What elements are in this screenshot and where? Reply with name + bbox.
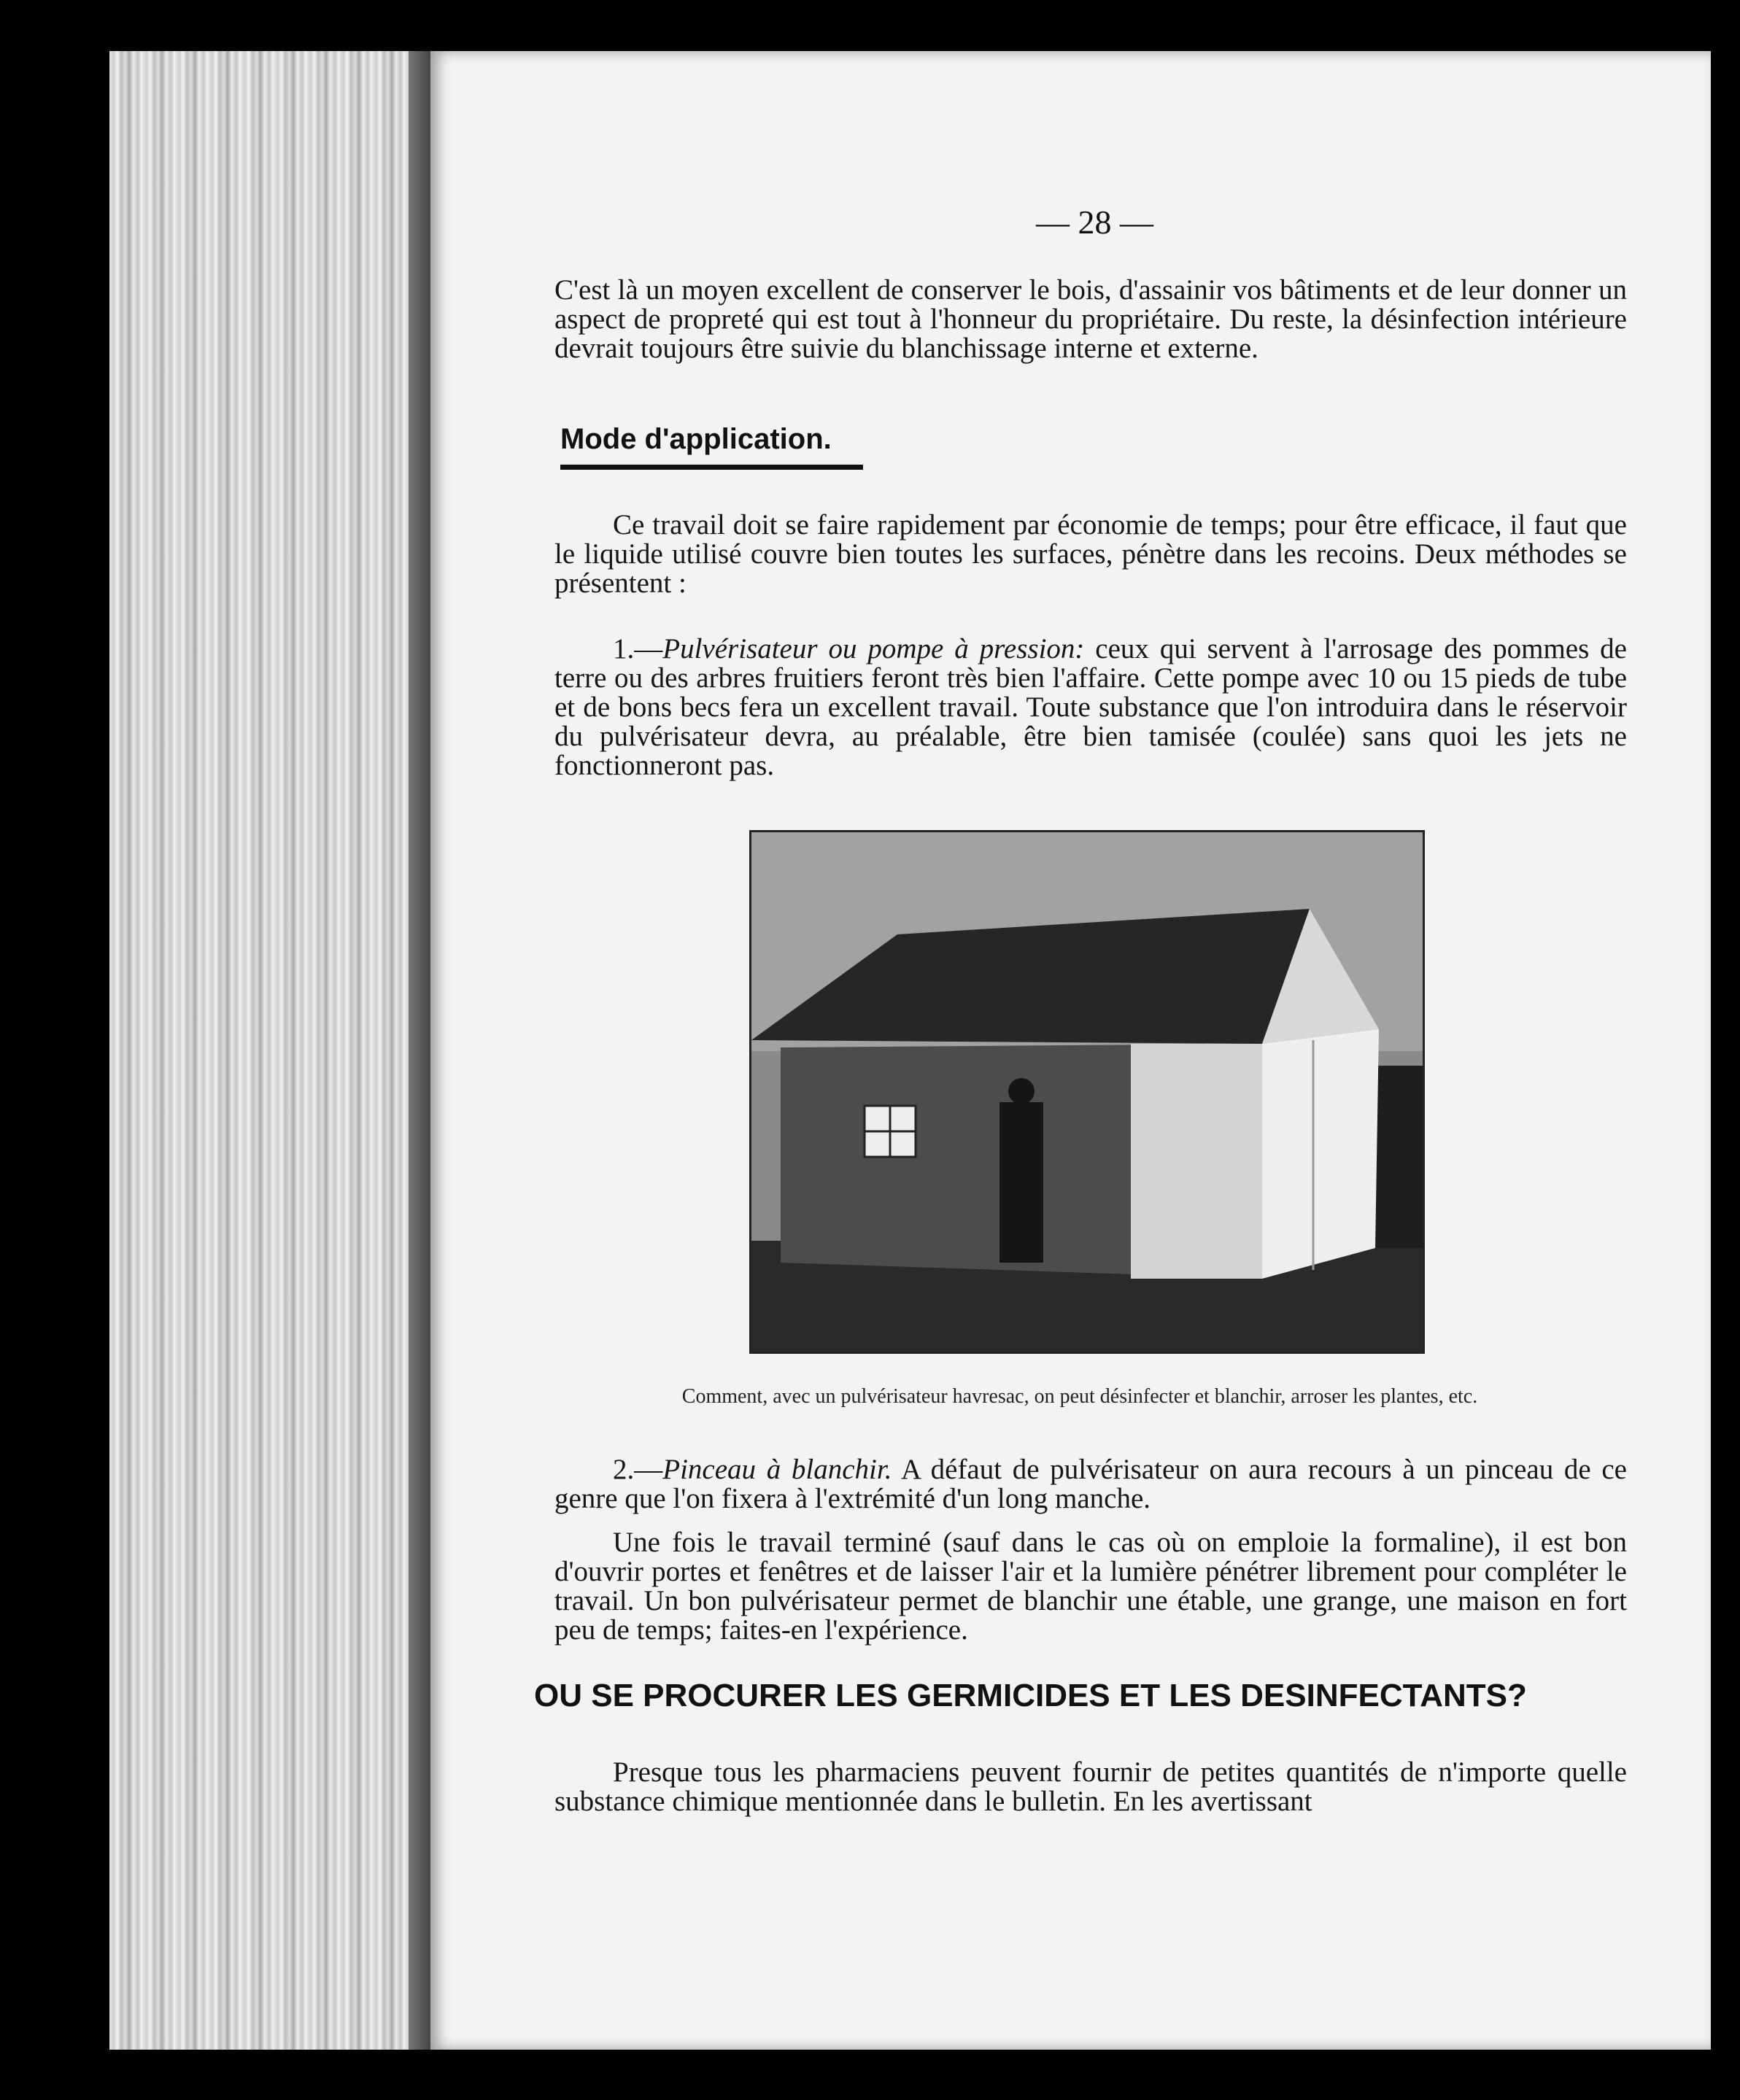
method-1-paragraph — [554, 635, 1627, 780]
intro-paragraph: C'est là un moyen excellent de conserver le bois, d'assainir vos bâtiments et de leur donner un aspect de propreté qui est tout à l'honneur du propriétaire. Du reste, la désinfection intérieure devrait toujours être suivie du blanchissage interne et externe. — [554, 274, 1627, 364]
page-number: — 28 — — [1036, 204, 1153, 241]
application-paragraph: Ce travail doit se faire rapidement par économie de temps; pour être efficace, il faut que le liquide utilisé couvre bien toutes les surfaces, pénètre dans les recoins. Deux méthodes se présentent : — [554, 509, 1627, 599]
method-2-title: Pinceau à blanchir. — [662, 1454, 892, 1485]
book-page-edges — [109, 51, 430, 2050]
conclusion-paragraph: Une fois le travail terminé (sauf dans le cas où on emploie la formaline), il est bon d'ouvrir portes et fenêtres et de laisser l'air et la lumière pénétrer librement pour compléter le travail. Un bon pulvérisateur permet de blanchir une étable, une grange, une maison en fort peu de temps; faites-en l'expérience. — [554, 1527, 1627, 1646]
method-1-text: ceux qui servent à l'arrosage des pommes de terre ou des arbres fruitiers feront très bien l'affaire. Cette pompe avec 10 ou 15 pieds de tube et de bons becs fera un excellent travail. Toute substance que l'on introduira dans le réservoir du pulvérisateur devra, au préalable, être bien tamisée (coulée) sans quoi les jets ne fonctionneront pas. — [554, 633, 1627, 781]
method-1-title: Pulvérisateur ou pompe à pression: — [662, 633, 1085, 665]
method-1-number: 1.— — [613, 633, 663, 665]
major-heading-germicides: OU SE PROCURER LES GERMICIDES ET LES DESINFECTANTS? — [534, 1678, 1527, 1713]
shed-photo-illustration — [751, 832, 1423, 1352]
method-2-text: A défaut de pulvérisateur on aura recours à un pinceau de ce genre que l'on fixera à l'extrémité d'un long manche. — [554, 1454, 1627, 1514]
section-heading-mode-application: Mode d'application. — [560, 423, 863, 470]
figure-photo-shed — [749, 830, 1425, 1354]
final-paragraph: Presque tous les pharmaciens peuvent fournir de petites quantités de n'importe quelle substance chimique mentionnée dans le bulletin. En les avertissant — [554, 1756, 1627, 1817]
figure-caption: Comment, avec un pulvérisateur havresac, on peut désinfecter et blanchir, arroser les plantes, etc. — [681, 1385, 1478, 1408]
method-2-number: 2.— — [613, 1454, 663, 1485]
method-2-paragraph — [554, 1455, 1627, 1514]
